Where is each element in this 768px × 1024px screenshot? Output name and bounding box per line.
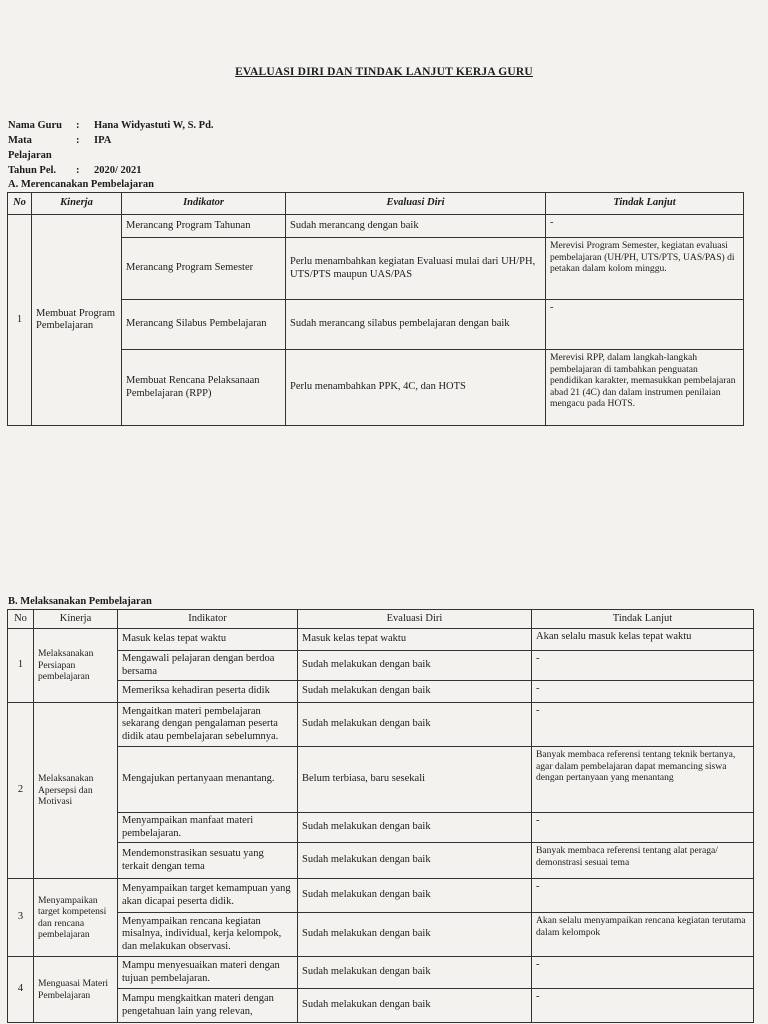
header-tindak: Tindak Lanjut	[532, 610, 754, 629]
row-number: 1	[8, 215, 32, 426]
kinerja-cell: Menguasai Materi Pembelajaran	[34, 957, 118, 1023]
tindak-cell: Akan selalu menyampaikan rencana kegiatan terutama dalam kelompok	[532, 913, 754, 957]
indikator-cell: Menyampaikan rencana kegiatan misalnya, individual, kerja kelompok, dan melakukan observasi.	[118, 913, 298, 957]
meta-label: Tahun Pel.	[8, 165, 57, 176]
section-b-table	[7, 609, 754, 1023]
meta-row-mapel	[8, 133, 214, 163]
tindak-cell: -	[532, 813, 754, 843]
table-row	[8, 843, 754, 879]
evaluasi-cell: Sudah merancang silabus pembelajaran dengan baik	[286, 300, 546, 350]
table-row	[8, 215, 744, 238]
table-row	[8, 913, 754, 957]
indikator-cell: Merancang Program Tahunan	[122, 215, 286, 238]
section-a-table	[7, 192, 744, 426]
indikator-cell: Menyampaikan target kemampuan yang akan dicapai peserta didik.	[118, 879, 298, 913]
evaluasi-cell: Perlu menambahkan kegiatan Evaluasi mulai dari UH/PH, UTS/PTS maupun UAS/PAS	[286, 238, 546, 300]
tindak-cell: -	[532, 703, 754, 747]
evaluasi-cell: Sudah melakukan dengan baik	[298, 703, 532, 747]
row-number: 3	[8, 879, 34, 957]
document-title: EVALUASI DIRI DAN TINDAK LANJUT KERJA GURU	[235, 66, 533, 78]
row-number: 1	[8, 629, 34, 703]
evaluasi-cell: Sudah melakukan dengan baik	[298, 813, 532, 843]
meta-label: Nama Guru	[8, 120, 62, 131]
indikator-cell: Merancang Silabus Pembelajaran	[122, 300, 286, 350]
meta-colon: :	[76, 165, 80, 176]
header-kinerja: Kinerja	[32, 193, 122, 215]
evaluasi-cell: Sudah melakukan dengan baik	[298, 957, 532, 989]
tindak-cell: Merevisi Program Semester, kegiatan evaluasi pembelajaran (UH/PH, UTS/PTS, UAS/PAS) di petakan dalam kolom minggu.	[546, 238, 744, 300]
indikator-cell: Mengawali pelajaran dengan berdoa bersama	[118, 651, 298, 681]
indikator-cell: Membuat Rencana Pelaksanaan Pembelajaran (RPP)	[122, 350, 286, 426]
header-tindak: Tindak Lanjut	[546, 193, 744, 215]
evaluasi-cell: Sudah melakukan dengan baik	[298, 651, 532, 681]
evaluasi-cell: Masuk kelas tepat waktu	[298, 629, 532, 651]
tindak-cell: Banyak membaca referensi tentang alat peraga/ demonstrasi sesuai tema	[532, 843, 754, 879]
section-a-title: A. Merencanakan Pembelajaran	[8, 179, 154, 190]
kinerja-cell: Melaksanakan Apersepsi dan Motivasi	[34, 703, 118, 879]
header-evaluasi: Evaluasi Diri	[298, 610, 532, 629]
indikator-cell: Mengaitkan materi pembelajaran sekarang dengan pengalaman peserta didik atau pembelajaran sebelumnya.	[118, 703, 298, 747]
tindak-cell: -	[546, 215, 744, 238]
evaluasi-cell: Sudah melakukan dengan baik	[298, 681, 532, 703]
header-no: No	[8, 193, 32, 215]
tindak-cell: -	[546, 300, 744, 350]
row-number: 4	[8, 957, 34, 1023]
indikator-cell: Merancang Program Semester	[122, 238, 286, 300]
meta-value: 2020/ 2021	[94, 165, 142, 176]
evaluasi-cell: Sudah melakukan dengan baik	[298, 879, 532, 913]
tindak-cell: -	[532, 879, 754, 913]
table-row	[8, 879, 754, 913]
teacher-info	[8, 118, 214, 178]
meta-colon: :	[76, 135, 80, 146]
indikator-cell: Mengajukan pertanyaan menantang.	[118, 747, 298, 813]
tindak-cell: -	[532, 989, 754, 1023]
meta-label: Mata Pelajaran	[8, 135, 52, 161]
evaluasi-cell: Sudah melakukan dengan baik	[298, 843, 532, 879]
table-row	[8, 651, 754, 681]
evaluasi-cell: Perlu menambahkan PPK, 4C, dan HOTS	[286, 350, 546, 426]
meta-value: Hana Widyastuti W, S. Pd.	[94, 120, 214, 131]
meta-value: IPA	[94, 135, 112, 146]
evaluasi-cell: Belum terbiasa, baru sesekali	[298, 747, 532, 813]
meta-colon: :	[76, 120, 80, 131]
header-kinerja: Kinerja	[34, 610, 118, 629]
tindak-cell: -	[532, 651, 754, 681]
indikator-cell: Menyampaikan manfaat materi pembelajaran.	[118, 813, 298, 843]
table-row	[8, 681, 754, 703]
kinerja-cell: Menyampaikan target kompetensi dan rencana pembelajaran	[34, 879, 118, 957]
evaluasi-cell: Sudah merancang dengan baik	[286, 215, 546, 238]
tindak-cell: Akan selalu masuk kelas tepat waktu	[532, 629, 754, 651]
table-row	[8, 747, 754, 813]
header-indikator: Indikator	[118, 610, 298, 629]
meta-row-tahun	[8, 163, 214, 178]
table-row	[8, 957, 754, 989]
kinerja-cell: Membuat Program Pembelajaran	[32, 215, 122, 426]
evaluasi-cell: Sudah melakukan dengan baik	[298, 989, 532, 1023]
tindak-cell: Banyak membaca referensi tentang teknik bertanya, agar dalam pembelajaran dapat memancing siswa dengan pertanyaan yang menantang	[532, 747, 754, 813]
indikator-cell: Mampu mengkaitkan materi dengan pengetahuan lain yang relevan,	[118, 989, 298, 1023]
indikator-cell: Masuk kelas tepat waktu	[118, 629, 298, 651]
table-row	[8, 813, 754, 843]
tindak-cell: -	[532, 681, 754, 703]
table-header-row	[8, 193, 744, 215]
header-no: No	[8, 610, 34, 629]
evaluasi-cell: Sudah melakukan dengan baik	[298, 913, 532, 957]
header-indikator: Indikator	[122, 193, 286, 215]
indikator-cell: Mampu menyesuaikan materi dengan tujuan pembelajaran.	[118, 957, 298, 989]
table-row	[8, 989, 754, 1023]
meta-row-guru	[8, 118, 214, 133]
table-row	[8, 703, 754, 747]
indikator-cell: Memeriksa kehadiran peserta didik	[118, 681, 298, 703]
row-number: 2	[8, 703, 34, 879]
table-row	[8, 629, 754, 651]
header-evaluasi: Evaluasi Diri	[286, 193, 546, 215]
indikator-cell: Mendemonstrasikan sesuatu yang terkait dengan tema	[118, 843, 298, 879]
table-header-row	[8, 610, 754, 629]
section-b-title: B. Melaksanakan Pembelajaran	[8, 596, 152, 607]
tindak-cell: -	[532, 957, 754, 989]
tindak-cell: Merevisi RPP, dalam langkah-langkah pembelajaran di tambahkan penguatan pendidikan karakter, memasukkan pembelajaran abad 21 (4C) dan dalam instrumen penilaian mengacu pada HOTS.	[546, 350, 744, 426]
kinerja-cell: Melaksanakan Persiapan pembelajaran	[34, 629, 118, 703]
